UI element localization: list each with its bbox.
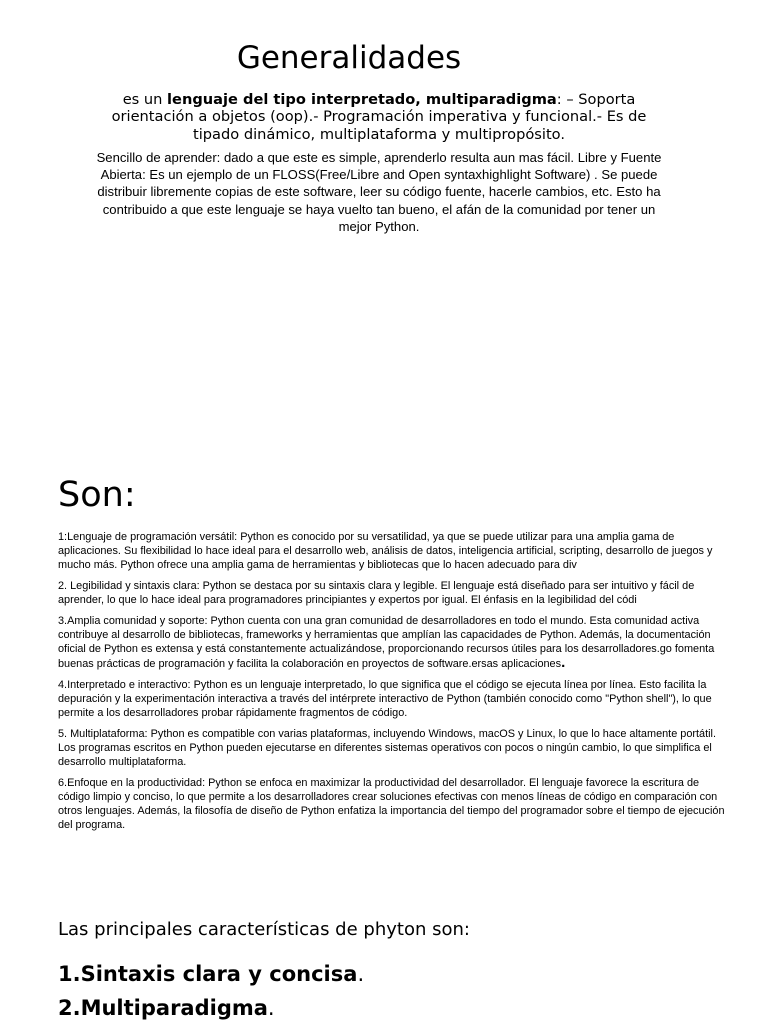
point-item-3-text: 3.Amplia comunidad y soporte: Python cuenta con una gran comunidad de desarrolladores en todo el mundo. Esta comunidad activa contribuye al desarrollo de bibliotecas, frameworks y herramientas que amplían las capacidades de Python. Además, la documentación oficial de Python es extensa y está constantemente actualizándose, proporcionando recursos útiles para los desarrolladores.go fomenta buenas prácticas de programación y facilita la colaboración en proyectos de software.ersas aplicaciones — [58, 615, 715, 670]
feature-item-2 — [58, 996, 275, 1020]
intro-bold: lenguaje del tipo interpretado, multiparadigma — [167, 91, 557, 108]
point-item-3 — [58, 614, 734, 671]
feature-label-2: 2.Multiparadigma — [58, 996, 268, 1020]
intro-paragraph — [99, 91, 659, 143]
points-list — [58, 530, 734, 839]
characteristics-intro: Las principales características de phyton son: — [58, 919, 470, 940]
point-item-2: 2. Legibilidad y sintaxis clara: Python se destaca por su sintaxis clara y legible. El lenguaje está diseñado para ser intuitivo y fácil de aprender, lo que lo hace ideal para programadores principiantes y expertos por igual. El énfasis en la legibilidad del códi — [58, 580, 695, 606]
page-title: Generalidades — [236, 40, 462, 76]
point-item-4: 4.Interpretado e interactivo: Python es un lenguaje interpretado, lo que significa que el código se ejecuta línea por línea. Esto facilita la depuración y la experimentación interactiva a través del intérprete interactivo de Python (también conocido como "Python shell"), lo que permite a los desarrolladores probar rápidamente fragmentos de código. — [58, 679, 712, 719]
point-item-1: 1:Lenguaje de programación versátil: Python es conocido por su versatilidad, ya que se puede utilizar para una amplia gama de aplicaciones. Su flexibilidad lo hace ideal para el desarrollo web, análisis de datos, inteligencia artificial, scripting, desarrollo de juegos y mucho más. Python ofrece una amplia gama de herramientas y bibliotecas que lo hacen adecuado para div — [58, 531, 713, 571]
feature-end-2: . — [267, 996, 275, 1020]
son-heading: Son: — [58, 475, 136, 515]
point-item-6: 6.Enfoque en la productividad: Python se enfoca en maximizar la productividad del desarrollador. El lenguaje favorece la escritura de código limpio y conciso, lo que permite a los desarrolladores crear soluciones efectivas con menos líneas de código en comparación con otros lenguajes. Además, la filosofía de diseño de Python enfatiza la importancia del tiempo del programador sobre el tiempo de ejecución del programa. — [58, 777, 725, 831]
point-item-3-dot: . — [561, 654, 566, 671]
intro-rest: : – Soporta orientación a objetos (oop).- Programación imperativa y funcional.- Es de tipado dinámico, multiplataforma y multipropósito. — [111, 91, 647, 143]
feature-label-1: 1.Sintaxis clara y concisa — [58, 962, 358, 986]
intro-prefix: es un — [122, 91, 168, 108]
feature-end-1: . — [357, 962, 365, 986]
point-item-5: 5. Multiplataforma: Python es compatible con varias plataformas, incluyendo Windows, macOS y Linux, lo que lo hace altamente portátil. Los programas escritos en Python pueden ejecutarse en diferentes sistemas operativos con pocos o ningún cambio, lo que simplifica el desarrollo multiplataforma. — [58, 728, 717, 768]
description-paragraph: Sencillo de aprender: dado a que este es simple, aprenderlo resulta aun mas fácil. Libre y Fuente Abierta: Es un ejemplo de un FLOSS(Free/Libre and Open syntaxhighlight Software) . Se puede distribuir libremente copias de este software, leer su código fuente, hacerle cambios, etc. Esto ha contribuido a que este lenguaje se haya vuelto tan bueno, el afán de la comunidad por tener un mejor Python. — [96, 150, 662, 234]
feature-item-1 — [58, 962, 364, 986]
